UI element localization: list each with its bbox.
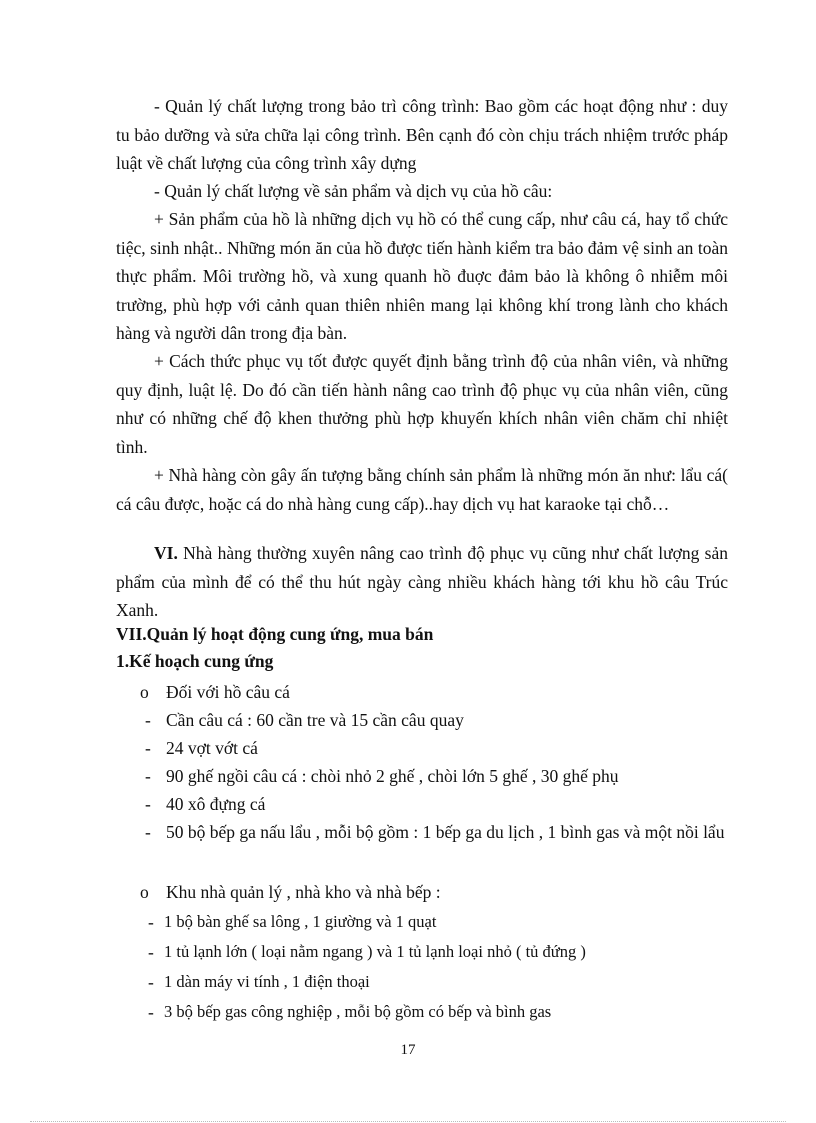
dash-bullet-icon: - — [148, 1002, 154, 1022]
dash-bullet-icon: - — [148, 972, 154, 992]
paragraph-maintenance-quality: - Quản lý chất lượng trong bảo trì công trình: Bao gồm các hoạt động như : duy tu bảo dưỡng và sửa chữa lại công trình. Bên cạnh đó còn chịu trách nhiệm trước pháp luật về chất lượng của công trình xây dựng — [116, 96, 728, 173]
dash-bullet-icon: - — [145, 738, 151, 758]
paragraph-product-service-quality: - Quản lý chất lượng về sản phẩm và dịch vụ của hồ câu: — [154, 181, 553, 201]
circle-bullet-icon: o — [140, 682, 149, 702]
section-vi-label: VI. — [154, 543, 178, 563]
list-title-fishing-lake: Đối với hồ câu cá — [166, 682, 290, 702]
page-bottom-divider — [30, 1121, 786, 1122]
paragraph-restaurant-impression: + Nhà hàng còn gây ấn tượng bằng chính sản phẩm là những món ăn như: lẩu cá( cá câu được, hoặc cá do nhà hàng cung cấp)..hay dịch vụ hat karaoke tại chỗ… — [116, 465, 728, 514]
paragraph-service-method: + Cách thức phục vụ tốt được quyết định bằng trình độ của nhân viên, và những quy định, luật lệ. Do đó cần tiến hành nâng cao trình độ phục vụ của nhân viên, cũng như có những chế độ khen thưởng phù hợp khuyến khích nhân viên chăm chỉ nhiệt tình. — [116, 351, 728, 457]
heading-supply-management: VII.Quản lý hoạt động cung ứng, mua bán — [116, 624, 434, 644]
dash-bullet-icon: - — [145, 710, 151, 730]
dash-bullet-icon: - — [148, 942, 154, 962]
list-item: 1 bộ bàn ghế sa lông , 1 giường và 1 quạt — [164, 912, 437, 931]
list-title-office-storage-kitchen: Khu nhà quản lý , nhà kho và nhà bếp : — [166, 882, 441, 902]
circle-bullet-icon: o — [140, 882, 149, 902]
paragraph-section-vi — [116, 539, 728, 625]
list-item: 40 xô đựng cá — [166, 794, 266, 814]
heading-supply-plan: 1.Kế hoạch cung ứng — [116, 651, 274, 671]
dash-bullet-icon: - — [145, 766, 151, 786]
list-item: 24 vợt vớt cá — [166, 738, 258, 758]
dash-bullet-icon: - — [145, 794, 151, 814]
list-item: 50 bộ bếp ga nấu lẩu , mỗi bộ gồm : 1 bếp ga du lịch , 1 bình gas và một nồi lẩu — [166, 822, 725, 842]
list-item: Cần câu cá : 60 cần tre và 15 cần câu quay — [166, 710, 464, 730]
list-item: 1 dàn máy vi tính , 1 điện thoại — [164, 972, 370, 991]
dash-bullet-icon: - — [148, 912, 154, 932]
list-item: 90 ghế ngồi câu cá : chòi nhỏ 2 ghế , chòi lớn 5 ghế , 30 ghế phụ — [166, 766, 619, 786]
list-item: 1 tủ lạnh lớn ( loại nằm ngang ) và 1 tủ lạnh loại nhỏ ( tủ đứng ) — [164, 942, 586, 961]
paragraph-products: + Sản phẩm của hồ là những dịch vụ hồ có thể cung cấp, như câu cá, hay tổ chức tiệc, sinh nhật.. Những món ăn của hồ được tiến hành kiểm tra bảo đảm vệ sinh an toàn thực phẩm. Môi trường hồ, và xung quanh hồ đuợc đảm bảo là không ô nhiễm môi trường, phù hợp với cảnh quan thiên nhiên mang lại không khí trong lành cho khách hàng và người dân trong địa bàn. — [116, 209, 728, 343]
dash-bullet-icon: - — [145, 822, 151, 842]
page-number: 17 — [400, 1042, 416, 1058]
section-vi-text: Nhà hàng thường xuyên nâng cao trình độ phục vụ cũng như chất lượng sản phẩm của mình để có thể thu hút ngày càng nhiều khách hàng tới khu hồ câu Trúc Xanh. — [116, 543, 728, 620]
list-item: 3 bộ bếp gas công nghiệp , mỗi bộ gồm có bếp và bình gas — [164, 1002, 552, 1021]
